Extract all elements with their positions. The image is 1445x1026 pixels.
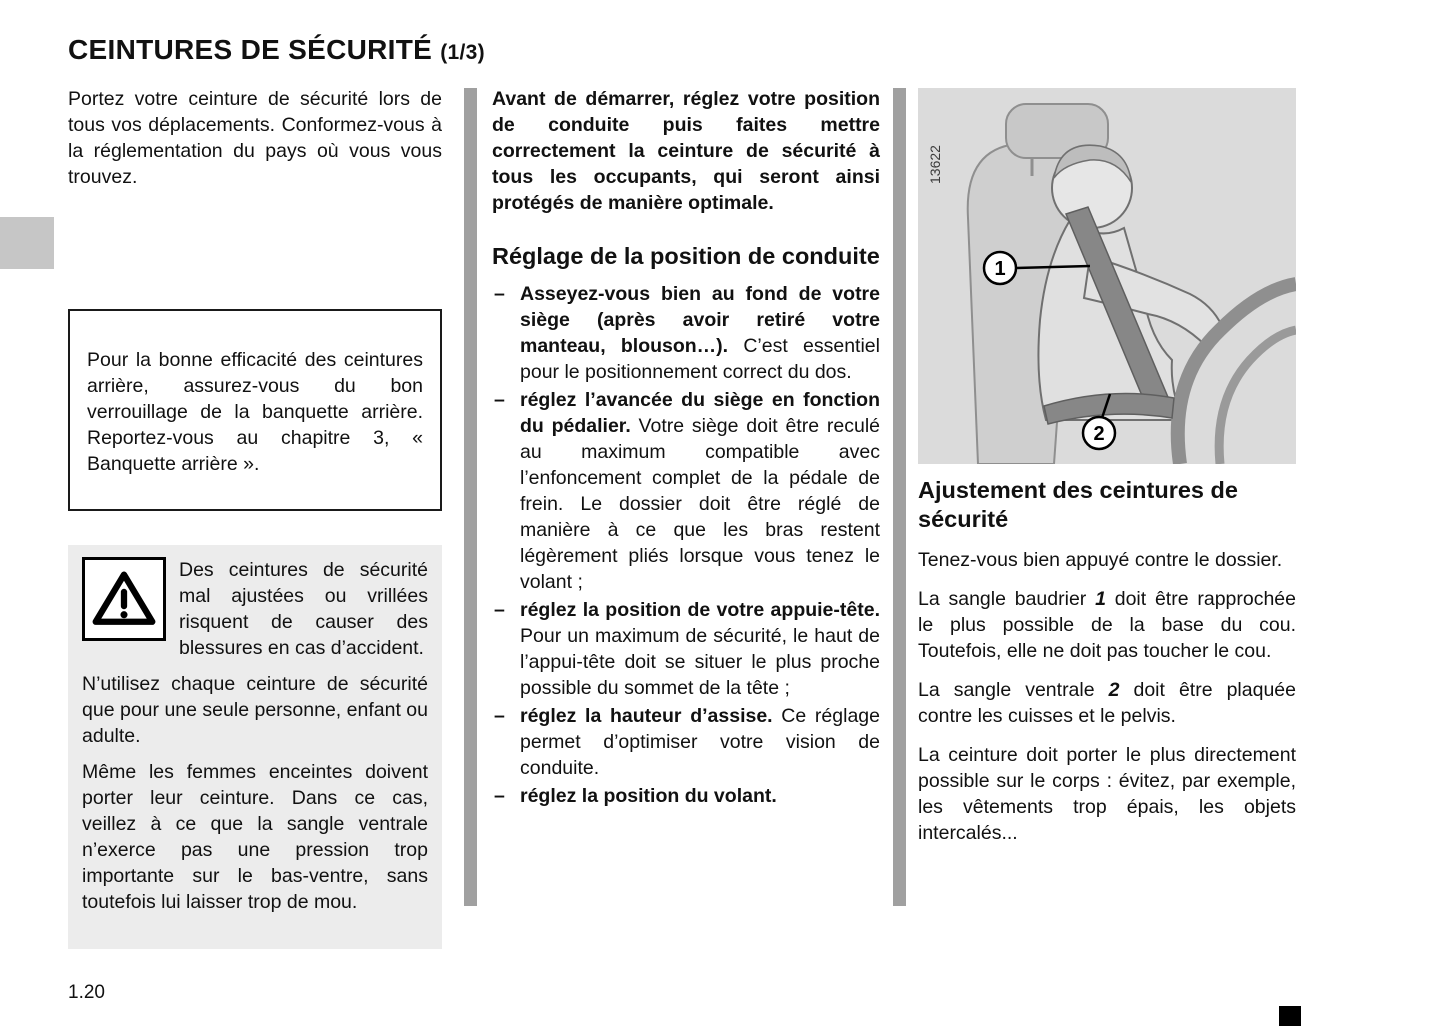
list-item-bold: réglez la position de votre appuie-tête. bbox=[520, 599, 880, 621]
list-item-bold: réglez l’avancée du siège en fonction du pédalier. bbox=[520, 389, 880, 437]
list-item-rest: C’est essentiel pour le positionnement correct du dos. bbox=[520, 335, 880, 383]
list-item bbox=[492, 783, 880, 809]
belt-p2-pre: La sangle baudrier bbox=[918, 588, 1096, 610]
rear-seat-note-box bbox=[68, 309, 442, 511]
list-dash: – bbox=[494, 389, 505, 411]
callout-2-label: 2 bbox=[1093, 423, 1105, 445]
list-item bbox=[492, 597, 880, 701]
belt-p2-number: 1 bbox=[1095, 588, 1106, 610]
driving-position-column bbox=[492, 86, 880, 811]
seatbelt-illustration bbox=[918, 88, 1296, 464]
page-title bbox=[68, 34, 485, 66]
callout-1-label: 1 bbox=[994, 258, 1006, 280]
list-item bbox=[492, 281, 880, 385]
belt-paragraph-4: La ceinture doit porter le plus directement possible sur le corps : évitez, par exemple, les vêtements trop épais, les objets intercalés... bbox=[918, 744, 1296, 844]
page-title-text: CEINTURES DE SÉCURITÉ bbox=[68, 34, 433, 65]
list-item-bold: Asseyez-vous bien au fond de votre siège (après avoir retiré votre manteau, blouson…). bbox=[520, 283, 880, 357]
belt-paragraph-1: Tenez-vous bien appuyé contre le dossier. bbox=[918, 549, 1283, 571]
belt-paragraph-2 bbox=[918, 586, 1296, 664]
belt-p3-number: 2 bbox=[1108, 679, 1120, 701]
page-corner-marker bbox=[1279, 1006, 1301, 1026]
rear-seat-note-text: Pour la bonne efficacité des ceintures arrière, assurez-vous du bon verrouillage de la banquette arrière. Reportez-vous au chapitre 3, « Banquette arrière ». bbox=[87, 349, 423, 475]
heading-belt-adjustment: Ajustement des ceintures de sécurité bbox=[918, 477, 1238, 532]
column-divider-left bbox=[464, 88, 477, 906]
list-item-rest: Votre siège doit être reculé au maximum compatible avec l’enfoncement complet de la pédale de frein. Le dossier doit être réglé de manière à ce que les bras restent légèrement pliés lorsque vous tenez le volant ; bbox=[520, 415, 881, 593]
section-tab-marker bbox=[0, 217, 54, 269]
list-item-rest: Pour un maximum de sécurité, le haut de l’appui-tête doit se situer le plus proche possible du sommet de la tête ; bbox=[520, 625, 880, 699]
page-number: 1.20 bbox=[68, 982, 105, 1003]
heading-driving-position: Réglage de la position de conduite bbox=[492, 243, 880, 269]
belt-p3-post: doit être plaquée contre les cuisses et le pelvis. bbox=[918, 679, 1296, 727]
belt-paragraph-3 bbox=[918, 677, 1296, 729]
list-item-bold: réglez la position du volant. bbox=[520, 785, 777, 807]
figure-ref-number: 13622 bbox=[927, 145, 943, 184]
belt-adjustment-column bbox=[918, 88, 1296, 846]
belt-p2-post: doit être rapprochée le plus possible de la base du cou. Toutefois, elle ne doit pas toucher le cou. bbox=[918, 588, 1297, 662]
list-item-bold: réglez la hauteur d’assise. bbox=[520, 705, 773, 727]
list-dash: – bbox=[494, 283, 505, 305]
intro-paragraph: Portez votre ceinture de sécurité lors de tous vos déplacements. Conformez-vous à la réglementation du pays où vous vous trouvez. bbox=[68, 88, 442, 188]
column-divider-right bbox=[893, 88, 906, 906]
warning-triangle-icon bbox=[82, 557, 166, 641]
adjustment-list bbox=[492, 281, 880, 809]
list-item bbox=[492, 703, 880, 781]
list-dash: – bbox=[494, 599, 505, 621]
warning-paragraph-3: Même les femmes enceintes doivent porter leur ceinture. Dans ce cas, veillez à ce que la sangle ventrale n’exerce pas une pression trop importante sur le bas-ventre, sans toutefois lui laisser trop de mou. bbox=[82, 761, 428, 913]
warning-box bbox=[68, 545, 442, 949]
list-dash: – bbox=[494, 785, 505, 807]
list-dash: – bbox=[494, 705, 505, 727]
belt-p3-pre: La sangle ventrale bbox=[918, 679, 1109, 701]
warning-paragraph-1: Des ceintures de sécurité mal ajustées ou vrillées risquent de causer des blessures en cas d’accident. bbox=[179, 559, 428, 659]
warning-header bbox=[82, 557, 428, 661]
list-item-rest: Ce réglage permet d’optimiser votre vision de conduite. bbox=[520, 705, 880, 779]
warning-paragraph-2: N’utilisez chaque ceinture de sécurité que pour une seule personne, enfant ou adulte. bbox=[82, 673, 428, 747]
driving-position-intro: Avant de démarrer, réglez votre position de conduite puis faites mettre correctement la ceinture de sécurité à tous les occupants, qui seront ainsi protégés de manière optimale. bbox=[492, 88, 880, 214]
page-title-suffix: (1/3) bbox=[440, 41, 485, 64]
list-item bbox=[492, 387, 880, 595]
